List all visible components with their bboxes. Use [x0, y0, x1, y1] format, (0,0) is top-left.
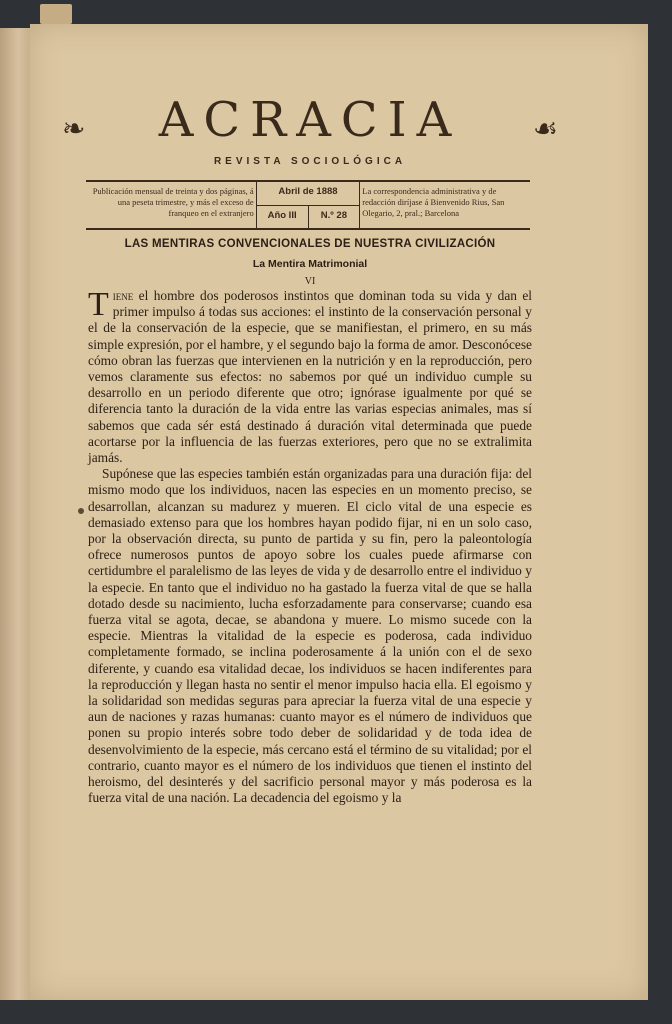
- paragraph-1: [88, 288, 532, 466]
- correspondence-info: La correspondencia administrativa y de redacción diríjase á Bienvenido Rius, San Olegario, 2, pral.; Barcelona: [362, 186, 505, 218]
- paragraph-2: Supónese que las especies también están organizadas para una duración fija: del mismo modo que los individuos, nacen las especies en un momento preciso, se desarrollan, alcanzan su madurez y mueren. El ciclo vital de una especie es demasiado extenso para que los hombres hayan podido fijar, ni en un solo caso, por la observación directa, su punto de partida y su fin, pero la paleontología ofrece numerosos puntos de apoyo sobre los cuales puede afirmarse con certidumbre el paralelismo de las leyes de vida y de desarrollo entre el individuo y la especie. En tanto que el individuo no ha gastado la fuerza vital de que se halla dotado desde su nacimiento, lucha esforzadamente para conservarse; cuando esa fuerza vital se agota, decae, se abandona y muere. Lo mismo sucede con la especie. Mientras la vitalidad de la especie es poderosa, cada individuo completamente formado, se inclina poderosamente á la unión con el de sexo diferente, y cuando esa vitalidad decae, los individuos se hacen indiferentes para la reproducción y llegan hasta no sentir el menor impulso hacia ella. El egoismo y la solidaridad son medidas seguras para apreciar la fuerza vital de una especie y aun de naciones y razas humanas: cuanto mayor es el número de individuos que ponen su propio interés sobre todo deber de solidaridad y de toda idea de desenvolvimiento de la especie, más cercano está el término de su vitalidad; por el contrario, cuanto mayor es el número de los individuos que tienen el instinto del heroismo, del desinterés y del sacrificio personal mayor y más poderosa es la fuerza vital de una nación. La decadencia del egoismo y la: [88, 466, 532, 806]
- issue-info: [256, 182, 361, 228]
- left-flourish-icon: ❧: [62, 114, 86, 145]
- drop-cap: T: [88, 286, 109, 323]
- section-number: VI: [304, 276, 316, 287]
- issue-year: Año III: [257, 206, 309, 229]
- article-body: [88, 288, 532, 807]
- page-tab: [40, 4, 72, 24]
- article-subtitle: La Mentira Matrimonial: [252, 258, 368, 270]
- issue-number: N.º 28: [320, 209, 347, 221]
- right-flourish-icon: ☙: [532, 114, 558, 145]
- article-title: LAS MENTIRAS CONVENCIONALES DE NUESTRA CIVILIZACIÓN: [124, 238, 496, 250]
- subscription-info: Publicación mensual de treinta y dos páginas, á una peseta trimestre, y más el exceso de franqueo en el extranjero: [92, 186, 254, 218]
- ink-mark: [78, 508, 84, 514]
- paragraph-1-text: el hombre dos poderosos instintos que dominan toda su vida y dan el primer impulso á todas sus acciones: el instinto de la conservación personal y el de la conservación de la especie, que se manifiestan, el primero, en su más simple expresión, por el hambre, y el segundo bajo la forma de amor. Desconócese cómo obran las fuerzas que intervienen en la nutrición y en la reproducción, pero vemos claramente sus efectos: no sabemos por qué un individuo cumple su desarrollo en un periodo diferente que otro; ignórase igualmente por qué se diferencia tanto la duración de la vida entre las varias especias animales, mas sí sabemos que cada sér está destinado á duración vital determinada que puede acortarse por la influencia de las fuerzas exteriores, pero que no se extralimita jamás.: [88, 288, 532, 466]
- publication-info-bar: [86, 180, 530, 230]
- journal-subtitle: REVISTA SOCIOLÓGICA: [213, 156, 407, 167]
- book-spine: [0, 28, 31, 1000]
- masthead: [62, 92, 558, 167]
- issue-date: Abril de 1888: [257, 182, 360, 206]
- journal-title: ACRACIA: [158, 92, 462, 148]
- first-word: iene: [112, 288, 134, 303]
